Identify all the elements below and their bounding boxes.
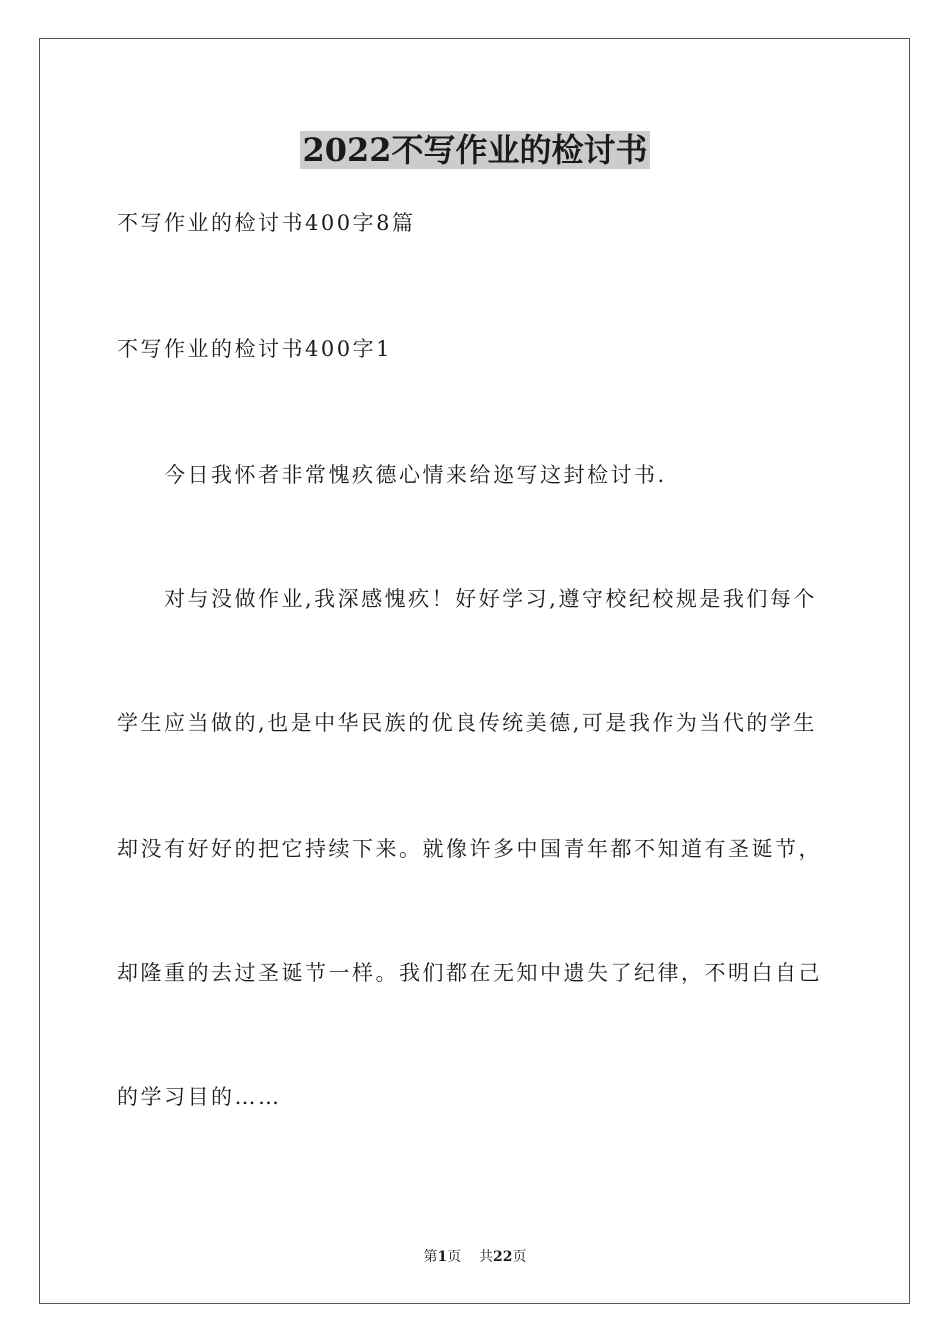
page-number: 1 [437, 1249, 448, 1265]
page-suffix: 页 [447, 1249, 462, 1265]
subtitle-line: 不写作业的检讨书400字8篇 [117, 211, 416, 235]
total-suffix: 页 [512, 1249, 527, 1265]
paragraph-line-5: 却隆重的去过圣诞节一样。我们都在无知中遗失了纪律，不明白自己 [117, 961, 822, 985]
paragraph-line-1: 今日我怀者非常愧疚德心情来给迩写这封检讨书. [164, 463, 667, 487]
document-title [0, 128, 950, 172]
page-footer [0, 1247, 950, 1267]
total-prefix: 共 [479, 1249, 494, 1265]
paragraph-line-4: 却没有好好的把它持续下来。就像许多中国青年都不知道有圣诞节， [117, 837, 822, 861]
section-heading: 不写作业的检讨书400字1 [117, 337, 392, 361]
page-prefix: 第 [423, 1249, 438, 1265]
total-pages: 22 [493, 1249, 513, 1265]
document-title-text: 2022不写作业的检讨书 [302, 131, 648, 169]
paragraph-line-6: 的学习目的…… [117, 1085, 282, 1109]
paragraph-line-3: 学生应当做的,也是中华民族的优良传统美德,可是我作为当代的学生 [117, 711, 817, 735]
paragraph-line-2: 对与没做作业,我深感愧疚！好好学习,遵守校纪校规是我们每个 [164, 587, 817, 611]
